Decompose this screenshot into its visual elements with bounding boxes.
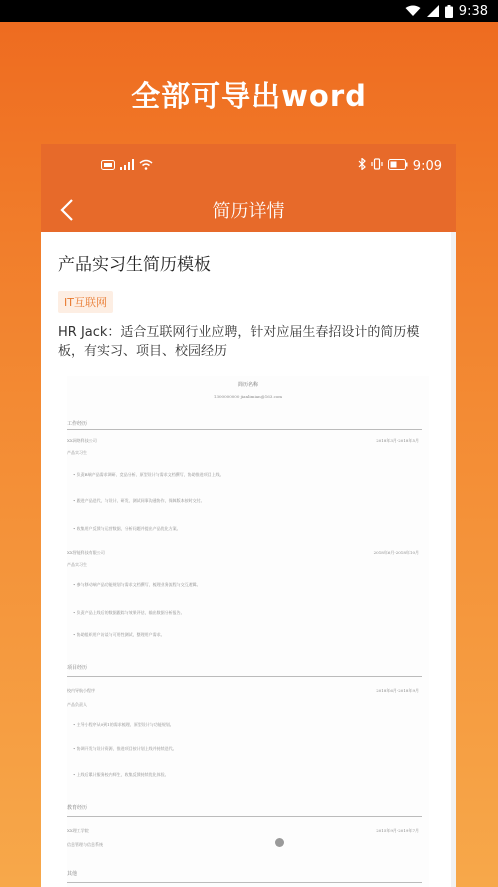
app-header: [41, 188, 456, 232]
scroll-track: [451, 232, 456, 887]
system-status-bar: [0, 0, 498, 22]
preview-line: 信息管理与信息系统: [67, 842, 103, 847]
wifi-icon: [139, 159, 153, 174]
preview-line: 产品实习生: [67, 450, 87, 455]
resume-description: HR Jack：适合互联网行业应聘，针对应届生春招设计的简历模板，有实习、项目、校园经历: [58, 325, 420, 359]
system-time: 9:38: [458, 3, 488, 19]
preview-line: • 收集用户反馈与运营数据，分析问题并提出产品优化方案。: [73, 526, 181, 531]
preview-section-title: 教育经历: [67, 805, 88, 811]
battery-icon: [445, 5, 453, 18]
preview-date: 2018年6月-2018年10月: [373, 550, 419, 555]
section-divider: [67, 676, 422, 677]
promo-title: 全部可导出word: [131, 79, 367, 113]
wifi-icon: [405, 5, 421, 17]
preview-date: 2015年9月-2019年7月: [376, 828, 419, 833]
preview-section-title: 工作经历: [67, 421, 88, 427]
preview-line: XX网络科技公司: [67, 438, 97, 443]
phone-time: 9:09: [412, 158, 442, 174]
preview-line: • 跟进产品迭代，与设计、研发、测试同事沟通协作，保障版本按时交付。: [73, 498, 205, 503]
resume-preview[interactable]: [67, 376, 429, 887]
preview-line: • 负责产品上线后的数据跟踪与效果评估，输出数据分析报告。: [73, 610, 185, 615]
preview-line: • 协助组织用户访谈与可用性测试，整理用户需求。: [73, 632, 165, 637]
preview-line: • 参与移动端产品功能规划与需求文档撰写，梳理业务流程与交互逻辑。: [73, 582, 201, 587]
preview-name: 简历名称: [237, 382, 258, 388]
vibrate-icon: [371, 158, 383, 174]
preview-line: • 上线后累计服务校内师生，收集反馈持续优化体验。: [73, 772, 169, 777]
section-divider: [67, 882, 422, 883]
section-divider: [67, 816, 422, 817]
resume-info: [41, 250, 456, 361]
preview-date: 2018年3月-2018年5月: [376, 438, 419, 443]
bluetooth-icon: [358, 158, 366, 174]
preview-contact: 1300000000 jianlimian@163.com: [213, 394, 283, 399]
preview-section-title: 其他: [67, 871, 78, 877]
preview-line: 产品负责人: [67, 702, 87, 707]
preview-line: • 负责B端产品需求调研、竞品分析、原型设计与需求文档撰写，协助推进项目上线。: [73, 472, 224, 477]
preview-line: 产品实习生: [67, 562, 87, 567]
section-divider: [67, 429, 422, 430]
phone-status-bar: [41, 144, 456, 188]
preview-line: • 协调开发与设计资源，推进项目按计划上线并持续迭代。: [73, 746, 177, 751]
resume-title: 产品实习生简历模板: [58, 255, 211, 275]
preview-line: XX智能科技有限公司: [67, 550, 105, 555]
phone-mockup: [41, 144, 456, 887]
preview-line: XX理工学院: [67, 828, 89, 833]
preview-line: 校内导航小程序: [67, 688, 95, 693]
preview-date: 2018年6月-2018年9月: [376, 688, 419, 693]
preview-line: • 主导小程序从0到1的需求梳理、原型设计与功能规划。: [73, 722, 174, 727]
page-indicator-dot[interactable]: [275, 838, 284, 847]
preview-section-title: 项目经历: [67, 665, 88, 671]
header-title: 简历详情: [212, 201, 285, 222]
signal-icon: [427, 5, 439, 17]
category-tag[interactable]: IT互联网: [58, 291, 113, 313]
battery-icon: [388, 159, 408, 174]
signal-icon: [120, 159, 134, 174]
back-arrow-icon[interactable]: [55, 196, 79, 224]
hd-icon: [101, 159, 115, 174]
